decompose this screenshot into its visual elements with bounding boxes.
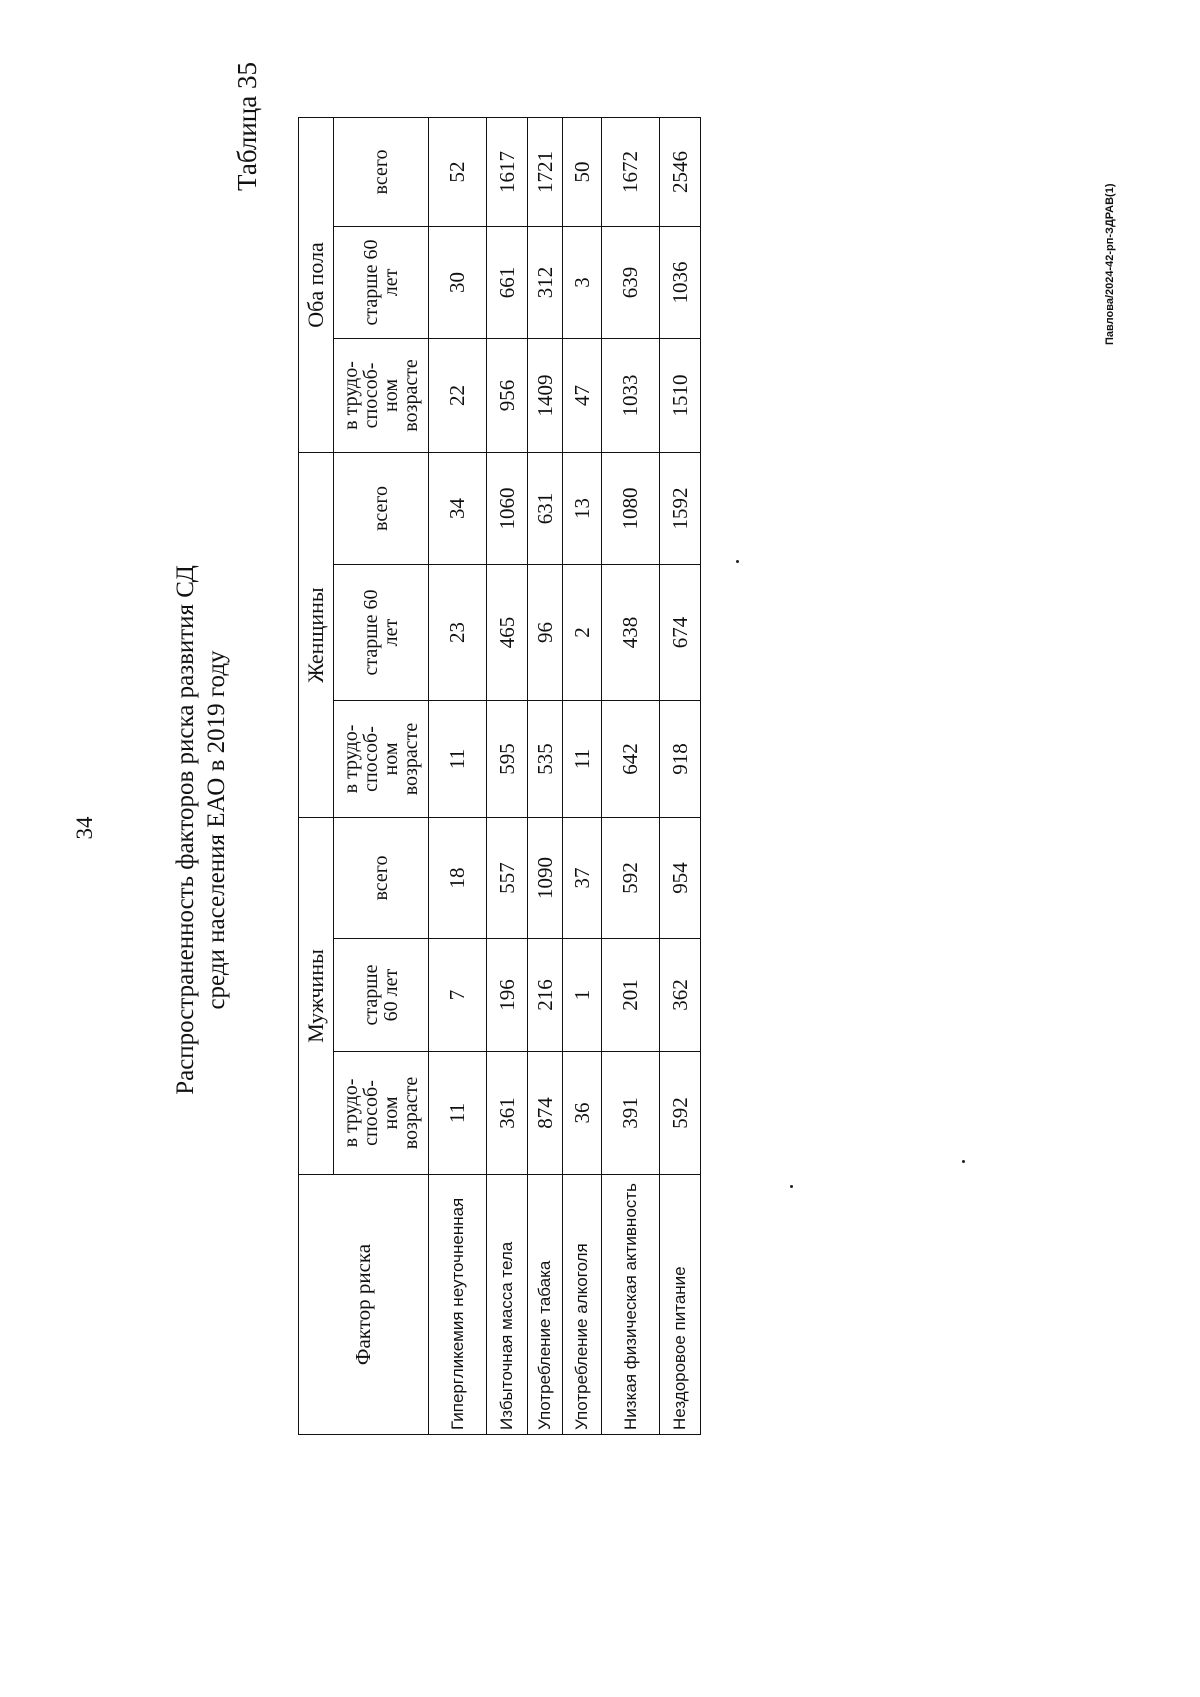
row-value-cell: 631 xyxy=(528,452,563,564)
header-over-60: старше 60 лет xyxy=(334,939,429,1052)
row-value-cell: 2 xyxy=(563,565,602,701)
row-value-cell: 18 xyxy=(429,818,487,939)
row-value-cell: 3 xyxy=(563,226,602,338)
row-value-cell: 595 xyxy=(487,701,528,818)
factor-header: Фактор риска xyxy=(299,1175,429,1435)
table-row xyxy=(602,117,660,1434)
footer-code: Павлова/2024-42-рп-ЗДРАВ(1) xyxy=(1104,183,1116,345)
row-value-cell: 918 xyxy=(660,701,701,818)
row-value-cell: 639 xyxy=(602,226,660,338)
row-value-cell: 465 xyxy=(487,565,528,701)
row-value-cell: 196 xyxy=(487,939,528,1052)
document-title xyxy=(170,520,232,1140)
scan-speck xyxy=(790,1185,793,1188)
row-value-cell: 954 xyxy=(660,818,701,939)
row-value-cell: 874 xyxy=(528,1052,563,1175)
table-row xyxy=(563,117,602,1434)
row-value-cell: 34 xyxy=(429,452,487,564)
row-factor-name: Употребление алкоголя xyxy=(563,1175,602,1435)
row-value-cell: 11 xyxy=(563,701,602,818)
row-value-cell: 22 xyxy=(429,338,487,452)
row-value-cell: 1080 xyxy=(602,452,660,564)
header-over-60: старше 60 лет xyxy=(334,226,429,338)
group-men: Мужчины xyxy=(299,818,334,1175)
table-row xyxy=(660,117,701,1434)
header-total: всего xyxy=(334,452,429,564)
row-value-cell: 216 xyxy=(528,939,563,1052)
title-line-2: среди населения ЕАО в 2019 году xyxy=(203,650,230,1010)
row-value-cell: 2546 xyxy=(660,117,701,226)
page-number: 34 xyxy=(72,816,97,840)
row-value-cell: 956 xyxy=(487,338,528,452)
header-working-age: в трудо- способ- ном возрасте xyxy=(334,701,429,818)
title-line-1: Распространенность факторов риска развития СД xyxy=(172,565,199,1095)
row-value-cell: 592 xyxy=(602,818,660,939)
header-total: всего xyxy=(334,117,429,226)
row-value-cell: 1672 xyxy=(602,117,660,226)
scan-speck xyxy=(962,1160,965,1163)
group-women: Женщины xyxy=(299,452,334,817)
row-value-cell: 1617 xyxy=(487,117,528,226)
scan-speck xyxy=(736,560,739,563)
row-value-cell: 361 xyxy=(487,1052,528,1175)
row-value-cell: 1510 xyxy=(660,338,701,452)
row-value-cell: 52 xyxy=(429,117,487,226)
row-value-cell: 1721 xyxy=(528,117,563,226)
row-value-cell: 1 xyxy=(563,939,602,1052)
row-factor-name: Употребление табака xyxy=(528,1175,563,1435)
row-value-cell: 11 xyxy=(429,1052,487,1175)
row-value-cell: 96 xyxy=(528,565,563,701)
row-value-cell: 1060 xyxy=(487,452,528,564)
row-value-cell: 592 xyxy=(660,1052,701,1175)
row-value-cell: 23 xyxy=(429,565,487,701)
row-value-cell: 50 xyxy=(563,117,602,226)
row-factor-name: Избыточная масса тела xyxy=(487,1175,528,1435)
row-value-cell: 642 xyxy=(602,701,660,818)
row-value-cell: 661 xyxy=(487,226,528,338)
row-factor-name: Нездоровое питание xyxy=(660,1175,701,1435)
row-value-cell: 47 xyxy=(563,338,602,452)
row-value-cell: 37 xyxy=(563,818,602,939)
header-total: всего xyxy=(334,818,429,939)
row-value-cell: 674 xyxy=(660,565,701,701)
row-value-cell: 438 xyxy=(602,565,660,701)
row-value-cell: 1033 xyxy=(602,338,660,452)
row-factor-name: Низкая физическая активность xyxy=(602,1175,660,1435)
header-over-60: старше 60 лет xyxy=(334,565,429,701)
row-value-cell: 1409 xyxy=(528,338,563,452)
row-value-cell: 30 xyxy=(429,226,487,338)
row-value-cell: 1592 xyxy=(660,452,701,564)
row-value-cell: 312 xyxy=(528,226,563,338)
row-value-cell: 391 xyxy=(602,1052,660,1175)
row-value-cell: 1036 xyxy=(660,226,701,338)
header-working-age: в трудо- способ- ном возрасте xyxy=(334,338,429,452)
row-value-cell: 1090 xyxy=(528,818,563,939)
group-both: Оба пола xyxy=(299,117,334,452)
row-value-cell: 36 xyxy=(563,1052,602,1175)
table-row xyxy=(487,117,528,1434)
row-value-cell: 535 xyxy=(528,701,563,818)
table-label: Таблица 35 xyxy=(232,62,262,191)
table-row xyxy=(429,117,487,1434)
header-working-age: в трудо- способ- ном возрасте xyxy=(334,1052,429,1175)
risk-factor-table xyxy=(298,118,701,1435)
row-value-cell: 11 xyxy=(429,701,487,818)
row-value-cell: 13 xyxy=(563,452,602,564)
row-value-cell: 557 xyxy=(487,818,528,939)
table-row xyxy=(528,117,563,1434)
row-value-cell: 362 xyxy=(660,939,701,1052)
row-value-cell: 201 xyxy=(602,939,660,1052)
row-value-cell: 7 xyxy=(429,939,487,1052)
row-factor-name: Гипергликемия неуточненная xyxy=(429,1175,487,1435)
